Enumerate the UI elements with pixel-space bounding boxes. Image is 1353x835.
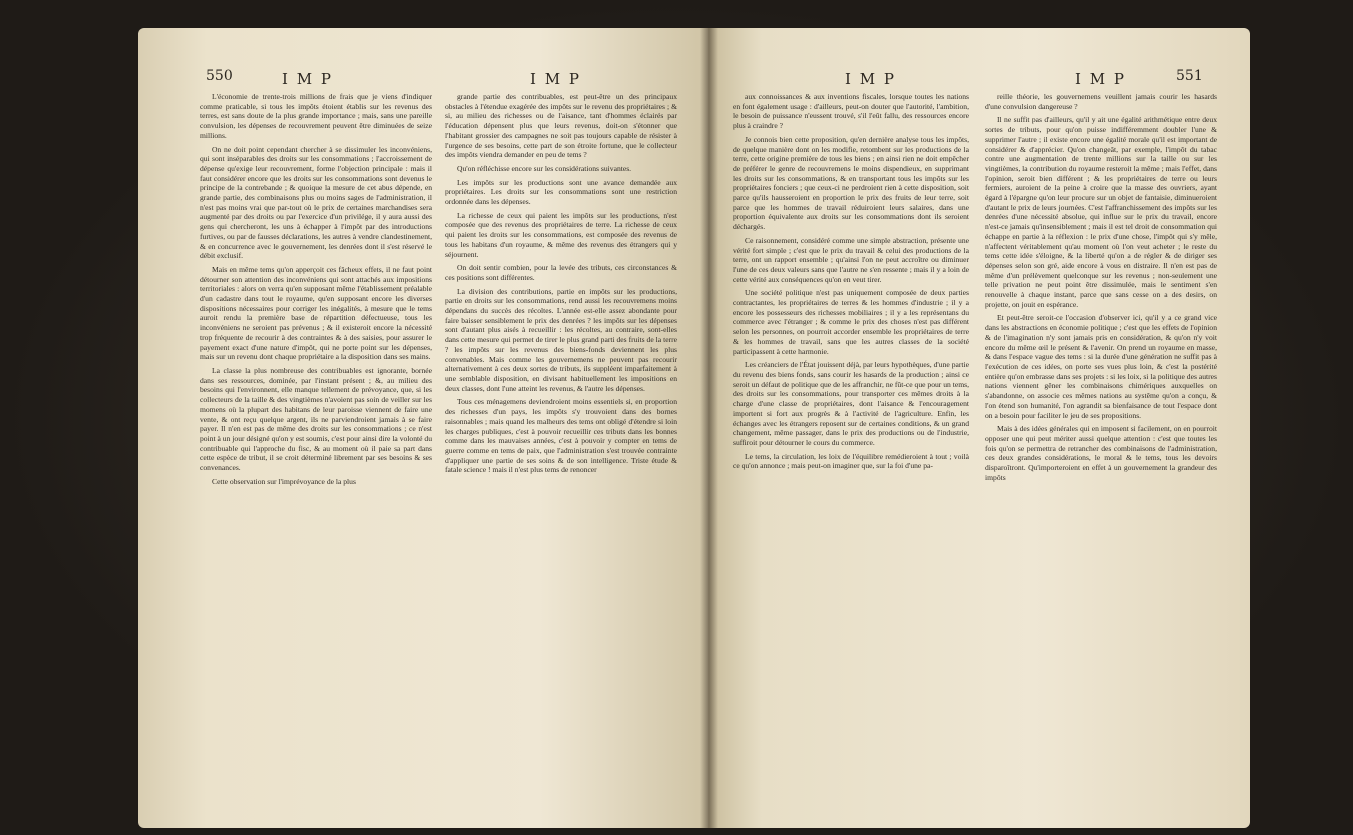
- book-gutter: [700, 28, 718, 828]
- paragraph: La classe la plus nombreuse des contribuables est ignorante, bornée dans ses ressources, dominée, par l'instant présent ; &, au milieu des besoins qui l'environnent, elle manque tellement de prévoyance, que, si les collecteurs de la taille & des vingtièmes n'avoient pas soin de veiller sur les momens où la plupart des habitans de leur paroisse viennent de faire une vente, & ont reçu quelque argent, ils ne parviendroient jamais à se faire payer. Il n'en est pas de même des droits sur les consommations ; ce n'est point à un jour désigné qu'on y est soumis, c'est pour ainsi dire la volonté du contribuable qui l'approche du fisc, & au moment où il paie sa part dans cette espèce de tribut, il se croit déterminé librement par ses besoins & ses convenances.: [200, 365, 432, 473]
- left-column-1: [200, 92, 432, 490]
- paragraph: Je connois bien cette proposition, qu'en dernière analyse tous les impôts, de quelque manière dont on les modifie, retombent sur les productions de la terre, cette origine première de tous les biens ; en ainsi rien ne doit empêcher de préférer le genre de recouvremens le moins dispendieux, en supprimant les droits sur les consommations, & en transportant tous les impôts sur les propriétaires fonciers ; que ceux-ci ne perdroient rien à cette disposition, soit parce qu'ils hausseroient en proportion le prix des fruits de leur terre, soit parce que les hommes de travail réduiroient leurs salaires, dans une proportion équivalente aux droits sur les consommations dont ils seroient déchargés.: [733, 134, 969, 232]
- right-column-1: [733, 92, 969, 475]
- paragraph: L'économie de trente-trois millions de frais que je viens d'indiquer comme praticable, si tous les impôts étoient établis sur les revenus des terres, est sans doute de la plus grande importance ; mais, sans une pareille convulsion, les dépenses de recouvrement peuvent être diminuées de seize millions.: [200, 92, 432, 140]
- paragraph: On ne doit point cependant chercher à se dissimuler les inconvéniens, qui sont inséparables des droits sur les consommations ; l'accroissement de dépense qu'exige leur recouvrement, forme l'objection principale : mais il faut considérer encore que les droits sur les consommations sont devenus le principe de la contrebande ; & quoique la mesure de cet abus dépende, en grande partie, des combinaisons plus ou moins sages de l'administration, il n'est pas moins vrai que par-tout où le prix de certaines marchandises sera augmenté par des droits ou par l'exercice d'un privilége, il y aura aussi des gens qui chercheront, les uns à échapper à l'impôt par des introductions furtives, ou par de fausses déclarations, les autres à vendre clandestinement, & en concurrence avec le gouvernement, les denrées dont il s'est réservé le débit exclusif.: [200, 144, 432, 261]
- paragraph: Tous ces ménagemens deviendroient moins essentiels si, en proportion des richesses d'un pays, les impôts s'y trouvoient dans des bornes raisonnables ; mais quand les malheurs des tems ont obligé d'étendre si loin les charges publiques, c'est à pouvoir recueillir ces tributs dans les bonnes comme dans les mauvaises années, c'est à pouvoir y compter en tems de guerre comme en tems de paix, que l'administration s'est trouvée contrainte d'appliquer une partie de ses soins & de son intelligence. Triste étude & fatale science ! mais il n'est plus tems de renoncer: [445, 397, 677, 475]
- right-running-head-1: I M P: [845, 70, 896, 88]
- paragraph: La richesse de ceux qui paient les impôts sur les productions, n'est composée que des revenus des propriétaires de terre. La richesse de ceux qui paient les droits sur les consommations, est composée des revenus de tous les habitans d'un royaume, & même des revenus des étrangers qui y séjournent.: [445, 210, 677, 259]
- paragraph: reille théorie, les gouvernemens veuillent jamais courir les hasards d'une convulsion dangereuse ?: [985, 92, 1217, 111]
- paragraph: Le tems, la circulation, les loix de l'équilibre remédieroient à tout ; voilà ce qu'on annonce ; mais peut-on imaginer que, sur la foi d'une pa-: [733, 451, 969, 471]
- paragraph: aux connoissances & aux inventions fiscales, lorsque toutes les nations en font également usage : d'ailleurs, peut-on douter que l'autorité, l'ambition, le besoin de puissance n'eussent trouvé, s'il l'eût fallu, des ressources encore plus à craindre ?: [733, 92, 969, 131]
- right-page-number: 551: [1176, 68, 1203, 84]
- paragraph: Et peut-être seroit-ce l'occasion d'observer ici, qu'il y a ce grand vice dans les abstractions en économie politique ; c'est que les effets de l'opinion & de l'imagination n'y sont jamais pris en considération, & qu'on n'y voit encore du même œil le présent & l'avenir. On prend un royaume en masse, & dans l'espace vague des tems : si la durée d'une génération ne suffit pas à l'exécution de ces idées, on porte ses vues plus loin, & c'est la postérité entière qu'on embrasse dans ses projets : si les loix, si la politique des autres nations viennent gêner les combinaisons chimériques auxquelles on s'abandonne, on associe ces mêmes nations au systême qu'on a conçu, & l'on étend son humanité, l'on agrandit sa bienfaisance de tout l'espace dont on a besoin pour faciliter le jeu de ses propositions.: [985, 313, 1217, 420]
- right-column-2: [985, 92, 1217, 486]
- paragraph: grande partie des contribuables, est peut-être un des principaux obstacles à l'étendue exagérée des impôts sur le revenu des propriétaires ; & si, au milieu des richesses ou de l'aisance, tant d'hommes éclairés par l'éducation dépensent plus que leurs revenus, doit-on s'étonner que l'habitant grossier des campagnes ne soit pas toujours capable de résister à l'urgence de ses besoins, cette part de son étroite fortune, que le collecteur des impôts viendra demander en peu de tems ?: [445, 92, 677, 160]
- paragraph: Les créanciers de l'État jouissent déjà, par leurs hypothèques, d'une partie du revenu des biens fonds, sans courir les hasards de la production ; ainsi ce seroit un défaut de politique que de les affranchir, ne fût-ce que pour un tems, des droits sur les consommations, pour transporter ces mêmes droits à la charge d'une classe de propriétaires, dont l'aisance & l'encouragement importent si fort aux progrès & à l'activité de l'agriculture. Enfin, les échanges avec les étrangers reposent sur de certaines conditions, & un grand changement, même passager, dans le prix des productions ou de l'industrie, suffiroit pour détourner le cours du commerce.: [733, 360, 969, 447]
- right-running-head-2: I M P: [1075, 70, 1126, 88]
- left-running-head-2: I M P: [530, 70, 581, 88]
- paragraph: Il ne suffit pas d'ailleurs, qu'il y ait une égalité arithmétique entre deux sortes de tributs, pour qu'on puisse indifféremment doubler l'une & supprimer l'autre ; il existe encore une égalité morale qu'il est important de considérer & d'apprécier. Qu'on changeât, par exemple, l'impôt du tabac contre une augmentation de trente millions sur la taille ou sur les vingtièmes, la contribution du royaume resteroit la même ; mais l'effet, dans l'opinion, seroit bien différent ; & les propriétaires de terre ou leurs fermiers, auroient de la peine à croire que la masse des ouvriers, ayant égard à l'épargne qu'on leur procure sur un objet de fantaisie, diminueroient d'autant le prix de leurs journées. C'est l'affranchissement des impôts sur les denrées d'une nécessité absolue, qui influe sur le prix du travail, encore n'est-ce jamais qu'insensiblement ; mais il est tel droit de consommation qui échappe en partie à la réflexion : le prix d'une chose, l'impôt qui s'y mêle, n'affectent véritablement qu'au moment où l'on veut acheter ; le reste du tems cette idée s'éloigne, & la liberté qu'on a de régler & de diriger ses dépenses selon son gré, aide encore à vous en distraire. Il n'en est pas de même d'un prélèvement quelconque sur les revenus ; non-seulement une telle privation ne peut point être dissimulée, mais le sentiment s'en renouvelle à chaque instant, parce que sans cesse on a des desirs, on projette, on jouit en espérance.: [985, 115, 1217, 309]
- paragraph: Cette observation sur l'imprévoyance de la plus: [212, 476, 356, 486]
- left-page-number: 550: [206, 68, 233, 84]
- left-column-2: [445, 92, 677, 479]
- paragraph: Les impôts sur les productions sont une avance demandée aux propriétaires. Les droits sur les consommations sont une restriction ordonnée dans les dépenses.: [445, 177, 677, 207]
- paragraph: Qu'on réfléchisse encore sur les considérations suivantes.: [457, 163, 632, 173]
- paragraph: Mais à des idées générales qui en imposent si facilement, on en pourroit opposer une qui peut mériter aussi quelque attention : c'est que toutes les fois qu'on se permettra de retrancher des combinaisons de l'administration, ces deux grandes considérations, le moral & le tems, tous les devoirs disparoîtront. Qu'importeroient en effet à un gouvernement la grandeur des impôts: [985, 424, 1217, 482]
- paragraph: Ce raisonnement, considéré comme une simple abstraction, présente une vérité fort simple ; c'est que le prix du travail & celui des productions de la terre, ont un rapport ensemble ; qu'ainsi l'on ne peut accroître ou diminuer l'une de ces deux valeurs sans que l'autre ne s'en ressente ; mais il y a loin de cette vérité aux conséquences qu'on en veut tirer.: [733, 235, 969, 284]
- paragraph: On doit sentir combien, pour la levée des tributs, ces circonstances & ces positions sont différentes.: [445, 263, 677, 282]
- left-running-head-1: I M P: [282, 70, 333, 88]
- paragraph: Une société politique n'est pas uniquement composée de deux parties contractantes, les propriétaires de terres & les hommes d'industrie ; il y a encore les possesseurs des richesses mobiliaires ; il y a les représentans du commerce avec l'étranger ; & comme le prix des choses n'est pas différent selon les personnes, on pourroit accorder ensemble les propriétaires de terre & les hommes de travail, sans que les autres classes de la société participassent à cette harmonie.: [733, 288, 969, 356]
- paragraph: Mais en même tems qu'on apperçoit ces fâcheux effets, il ne faut point détourner son attention des inconvéniens qui sont attachés aux impositions territoriales : alors on verra qu'en supposant même l'établissement préalable d'un cadastre dans tout le royaume, qu'en supposant encore les diverses dispositions nécessaires pour corriger les inégalités, à mesure que le tems auroit rendu la première base de répartition défectueuse, tous les inconvéniens ne seroient pas prévenus ; & il existeroit encore la nécessité trop fréquente de recourir à des contraintes & à des saisies, pour assurer le payement exact d'une nature d'impôt, qui ne porte point sur les dépenses, mais sur un revenu dont chaque propriétaire a la disposition dans ses mains.: [200, 264, 432, 362]
- paragraph: La division des contributions, partie en impôts sur les productions, partie en droits sur les consommations, rend aussi les recouvremens moins dépendans du succès des récoltes. L'année est-elle assez abondante pour faire baisser sensiblement le prix des denrées ? les impôts sur les dépenses sont d'autant plus aisés à recueillir : les récoltes, au contraire, sont-elles dans cette mesure qui permet de tirer le plus grand parti des fruits de la terre ? les impôts sur les revenus des biens-fonds deviennent les plus convenables. Mais comme les gouvernemens ne peuvent pas recourir alternativement à ces deux sortes de tributs, ils suppléent imparfaitement à une semblable disposition, en divisant habituellement les impositions en deux classes, dont l'une atteint les revenus, & l'autre les dépenses.: [445, 286, 677, 393]
